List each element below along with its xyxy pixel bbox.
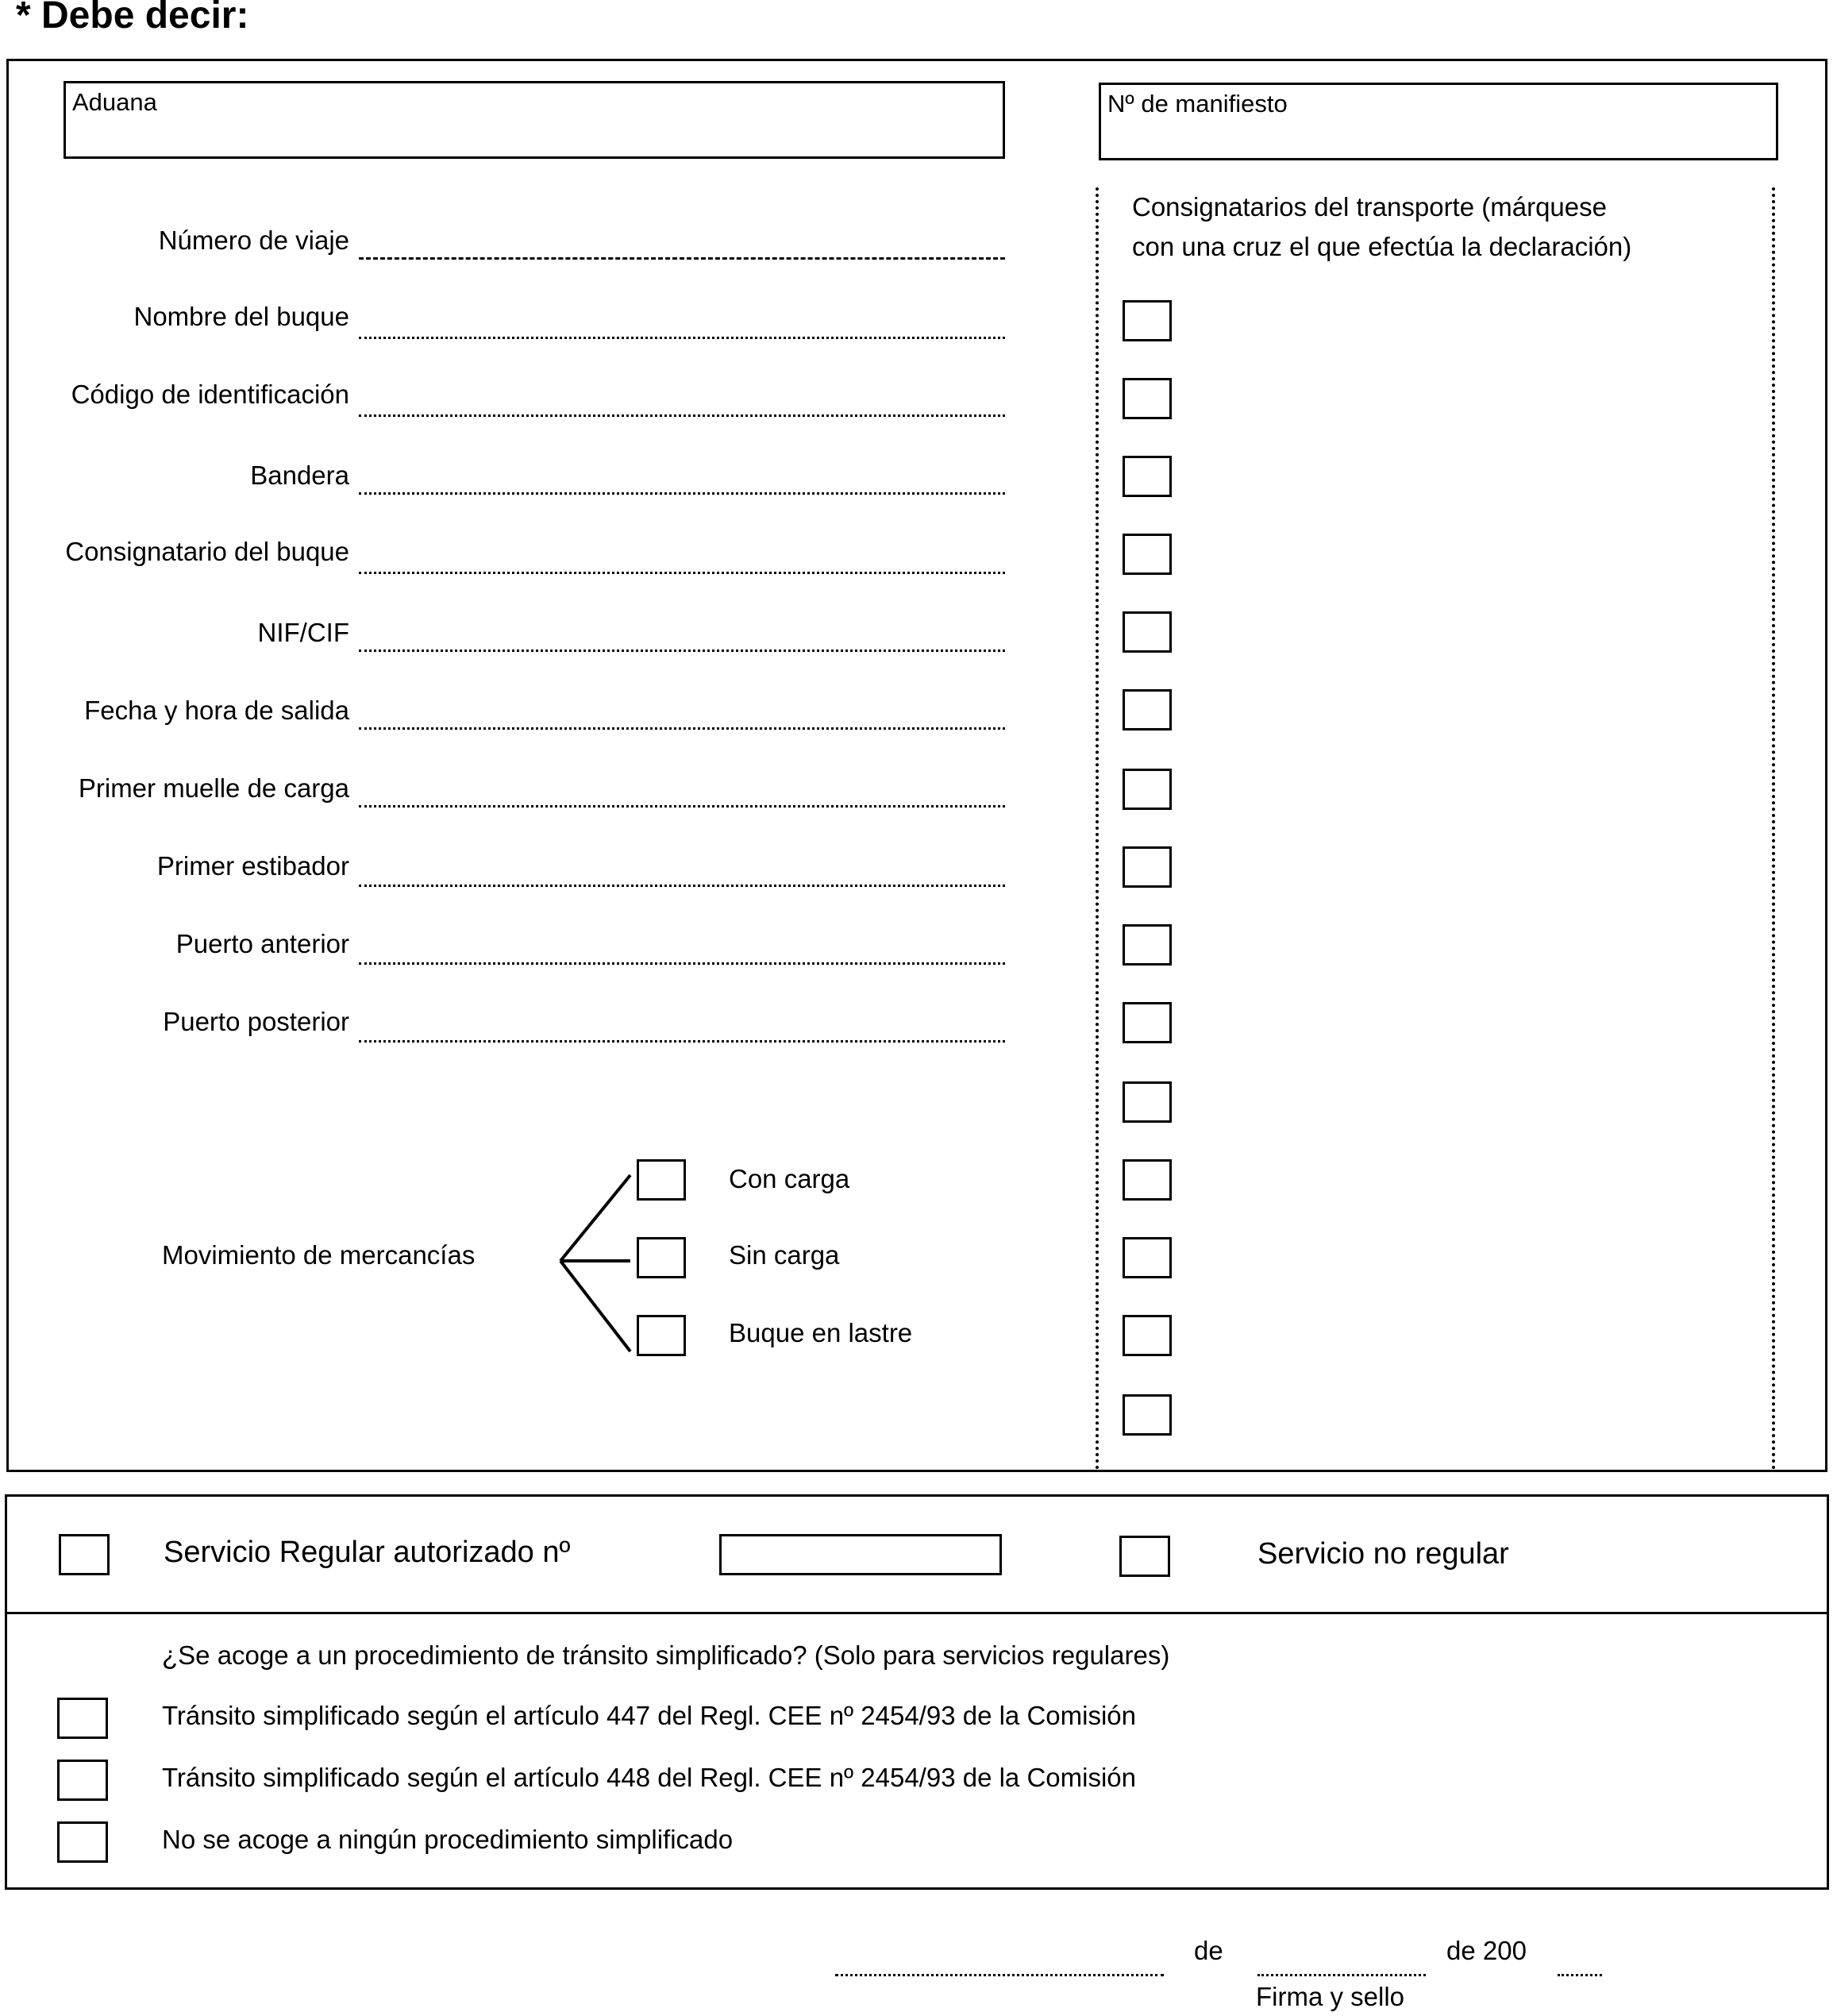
sin-carga-label: Sin carga <box>729 1240 840 1270</box>
aduana-field[interactable] <box>64 81 1005 159</box>
firma-year-line[interactable] <box>1558 1974 1602 1976</box>
servicio-no-regular-checkbox[interactable] <box>1119 1536 1170 1577</box>
transito-448-label: Tránsito simplificado según el artículo 448 del Regl. CEE nº 2454/93 de la Comisión <box>162 1763 1136 1792</box>
servicio-no-regular-label: Servicio no regular <box>1257 1537 1509 1571</box>
firma-place-line[interactable] <box>835 1974 1164 1976</box>
transito-ninguno-label: No se acoge a ningún procedimiento simplificado <box>162 1825 734 1854</box>
consignatarios-left-border <box>1096 187 1099 1471</box>
field-line-bandera[interactable] <box>359 492 1005 495</box>
consignatario-checkbox-5[interactable] <box>1123 611 1172 653</box>
consignatario-checkbox-15[interactable] <box>1123 1394 1172 1436</box>
consignatario-checkbox-3[interactable] <box>1123 456 1172 497</box>
consignatario-checkbox-2[interactable] <box>1123 378 1172 419</box>
buque-en-lastre-label: Buque en lastre <box>729 1318 913 1347</box>
movimiento-label: Movimiento de mercancías <box>162 1240 476 1270</box>
servicio-regular-number-input[interactable] <box>719 1534 1002 1575</box>
field-label-nombre-buque: Nombre del buque <box>133 302 349 331</box>
consignatario-checkbox-1[interactable] <box>1123 300 1172 341</box>
transito-448-checkbox[interactable] <box>57 1760 108 1801</box>
consignatario-checkbox-13[interactable] <box>1123 1237 1172 1278</box>
transito-question: ¿Se acoge a un procedimiento de tránsito simplificado? (Solo para servicios regulares) <box>162 1640 1170 1670</box>
field-line-primer-estibador[interactable] <box>359 885 1005 887</box>
field-label-codigo-identificacion: Código de identificación <box>71 380 349 409</box>
con-carga-checkbox[interactable] <box>637 1159 686 1201</box>
field-line-nif-cif[interactable] <box>359 650 1005 652</box>
field-label-fecha-hora-salida: Fecha y hora de salida <box>84 696 349 725</box>
consignatario-checkbox-10[interactable] <box>1123 1002 1172 1043</box>
movimiento-bracket <box>556 1167 635 1358</box>
transito-447-checkbox[interactable] <box>57 1698 108 1739</box>
servicio-regular-checkbox[interactable] <box>59 1534 110 1575</box>
field-line-nombre-buque[interactable] <box>359 337 1005 339</box>
field-line-puerto-anterior[interactable] <box>359 962 1005 965</box>
firma-de-2: de 200 <box>1446 1936 1527 1965</box>
consignatarios-heading <box>1132 187 1631 267</box>
field-line-primer-muelle[interactable] <box>359 805 1005 808</box>
consignatarios-right-border <box>1772 187 1775 1471</box>
consignatario-checkbox-4[interactable] <box>1123 534 1172 575</box>
page-heading: * Debe decir: <box>16 0 249 37</box>
field-line-consignatario-buque[interactable] <box>359 572 1005 574</box>
consignatarios-line1: Consignatarios del transporte (márquese <box>1132 192 1607 222</box>
firma-de-1: de <box>1194 1936 1223 1965</box>
transito-447-label: Tránsito simplificado según el artículo 447 del Regl. CEE nº 2454/93 de la Comisión <box>162 1701 1136 1730</box>
consignatario-checkbox-12[interactable] <box>1123 1159 1172 1201</box>
service-divider <box>5 1612 1829 1614</box>
field-label-numero-viaje: Número de viaje <box>158 225 349 255</box>
consignatario-checkbox-11[interactable] <box>1123 1081 1172 1123</box>
field-label-primer-estibador: Primer estibador <box>156 851 349 881</box>
field-label-primer-muelle: Primer muelle de carga <box>78 773 349 803</box>
consignatario-checkbox-7[interactable] <box>1123 769 1172 810</box>
field-label-nif-cif: NIF/CIF <box>257 618 349 647</box>
buque-en-lastre-checkbox[interactable] <box>637 1315 686 1356</box>
firma-label: Firma y sello <box>1256 1982 1405 2011</box>
field-line-puerto-posterior[interactable] <box>359 1040 1005 1043</box>
firma-day-line[interactable] <box>1257 1974 1426 1976</box>
field-label-puerto-anterior: Puerto anterior <box>175 929 349 958</box>
consignatario-checkbox-14[interactable] <box>1123 1315 1172 1356</box>
servicio-regular-label: Servicio Regular autorizado nº <box>164 1536 571 1569</box>
manifiesto-field[interactable] <box>1099 83 1778 160</box>
consignatarios-line2: con una cruz el que efectúa la declaración) <box>1132 232 1632 261</box>
consignatario-checkbox-6[interactable] <box>1123 689 1172 730</box>
field-line-numero-viaje[interactable] <box>359 257 1005 260</box>
transito-ninguno-checkbox[interactable] <box>57 1821 108 1863</box>
field-label-puerto-posterior: Puerto posterior <box>163 1007 349 1036</box>
consignatario-checkbox-9[interactable] <box>1123 924 1172 966</box>
consignatario-checkbox-8[interactable] <box>1123 846 1172 888</box>
sin-carga-checkbox[interactable] <box>637 1237 686 1278</box>
field-line-codigo-identificacion[interactable] <box>359 414 1005 417</box>
con-carga-label: Con carga <box>729 1164 850 1193</box>
field-line-fecha-hora-salida[interactable] <box>359 727 1005 730</box>
manifiesto-label: Nº de manifiesto <box>1107 90 1288 118</box>
field-label-consignatario-buque: Consignatario del buque <box>65 537 349 566</box>
aduana-label: Aduana <box>72 88 157 116</box>
field-label-bandera: Bandera <box>250 461 349 490</box>
